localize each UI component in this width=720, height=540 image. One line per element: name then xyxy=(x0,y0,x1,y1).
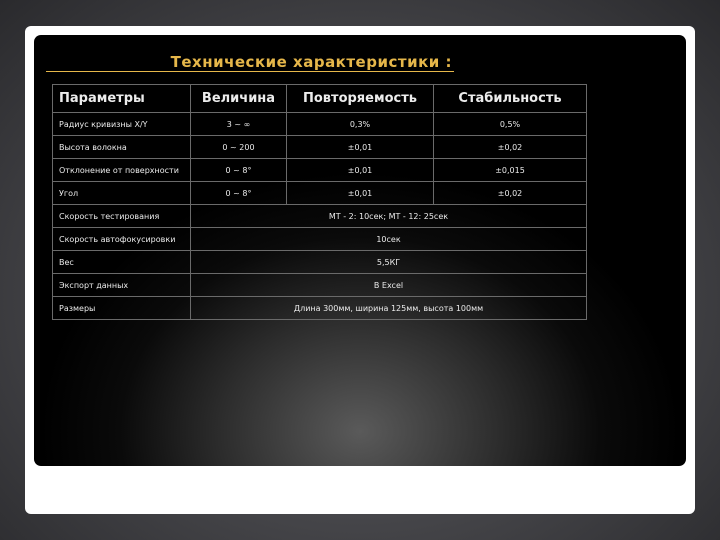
table-cell: Высота волокна xyxy=(53,136,191,159)
table-cell: ±0,01 xyxy=(287,159,434,182)
table-row xyxy=(53,228,587,251)
table-row xyxy=(53,274,587,297)
table-cell: Угол xyxy=(53,182,191,205)
table-cell: 10сек xyxy=(191,228,587,251)
table-cell: Радиус кривизны X/Y xyxy=(53,113,191,136)
table-cell: ±0,01 xyxy=(287,182,434,205)
table-cell: Отклонение от поверхности xyxy=(53,159,191,182)
table-cell: ±0,02 xyxy=(434,136,587,159)
table-row xyxy=(53,159,587,182)
table-cell: Скорость автофокусировки xyxy=(53,228,191,251)
column-header: Величина xyxy=(191,85,287,113)
table-cell: Длина 300мм, ширина 125мм, высота 100мм xyxy=(191,297,587,320)
table-cell: 5,5КГ xyxy=(191,251,587,274)
table-row xyxy=(53,251,587,274)
table-cell: Экспорт данных xyxy=(53,274,191,297)
table-row xyxy=(53,113,587,136)
table-cell: В Excel xyxy=(191,274,587,297)
table-row xyxy=(53,297,587,320)
column-header: Параметры xyxy=(53,85,191,113)
spec-table xyxy=(52,84,587,320)
table-row xyxy=(53,182,587,205)
table-cell: 0 ~ 8° xyxy=(191,182,287,205)
column-header: Стабильность xyxy=(434,85,587,113)
table-cell: Скорость тестирования xyxy=(53,205,191,228)
table-cell: Вес xyxy=(53,251,191,274)
page-title: Технические характеристики : xyxy=(46,52,454,72)
table-cell: 0,5% xyxy=(434,113,587,136)
table-cell: ±0,01 xyxy=(287,136,434,159)
table-header-row xyxy=(53,85,587,113)
table-cell: ±0,02 xyxy=(434,182,587,205)
table-cell: 3 ~ ∞ xyxy=(191,113,287,136)
table-row xyxy=(53,205,587,228)
table-cell: MT - 2: 10сек; MT - 12: 25сек xyxy=(191,205,587,228)
table-cell: Размеры xyxy=(53,297,191,320)
column-header: Повторяемость xyxy=(287,85,434,113)
table-cell: 0 ~ 8° xyxy=(191,159,287,182)
table-cell: 0,3% xyxy=(287,113,434,136)
table-cell: 0 ~ 200 xyxy=(191,136,287,159)
table-cell: ±0,015 xyxy=(434,159,587,182)
table-row xyxy=(53,136,587,159)
